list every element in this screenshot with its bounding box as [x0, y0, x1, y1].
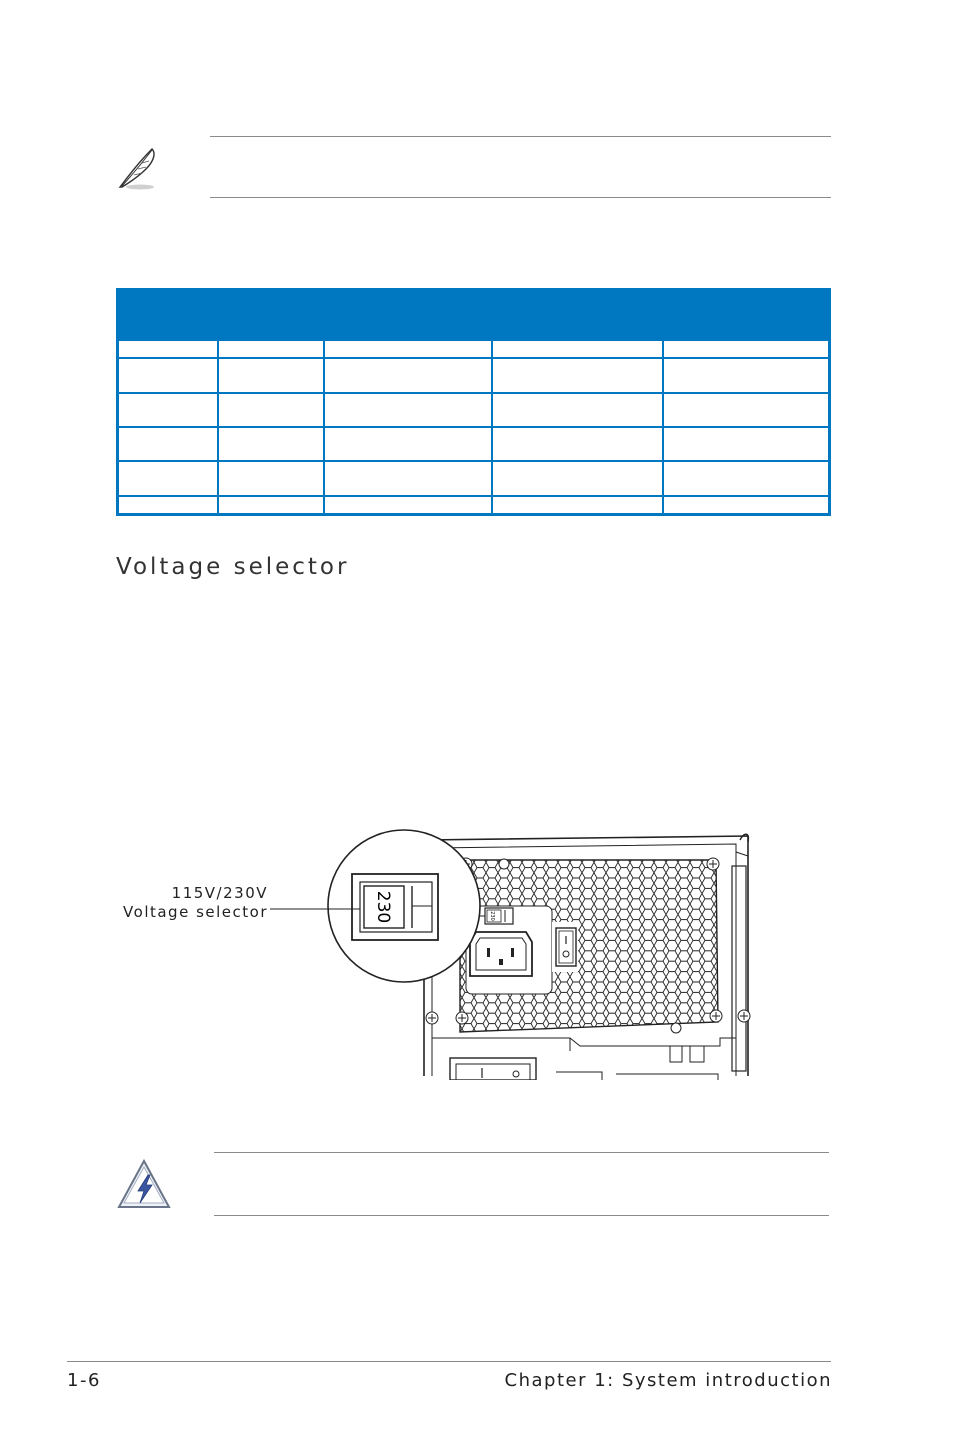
psu-rear-illustration: [270, 826, 756, 1080]
table-cell: [119, 461, 218, 495]
table-cell: [663, 358, 828, 392]
small-switch-label: 230: [489, 911, 495, 921]
note-bottom-rule: [210, 197, 831, 198]
feather-pen-icon: [112, 143, 162, 193]
table-cell: [324, 496, 492, 513]
table-cell: [324, 461, 492, 495]
table-cell: [492, 341, 663, 358]
table-row: [119, 358, 828, 392]
table-cell: [218, 496, 324, 513]
table-row: [119, 496, 828, 513]
table-cell: [492, 461, 663, 495]
table-cell: [663, 461, 828, 495]
callout-line-2: Voltage selector: [123, 903, 268, 921]
note-top-rule: [210, 136, 831, 137]
table-cell: [492, 496, 663, 513]
table-cell: [324, 427, 492, 461]
table-cell: [663, 496, 828, 513]
table-cell: [218, 461, 324, 495]
table-row: [119, 461, 828, 495]
table-cell: [324, 358, 492, 392]
table-cell: [119, 496, 218, 513]
table-cell: [119, 341, 218, 358]
table-cell: [663, 341, 828, 358]
table-cell: [218, 427, 324, 461]
voltage-selector-callout: [123, 884, 268, 922]
table-cell: [663, 427, 828, 461]
table-row: [119, 393, 828, 427]
magnified-switch-label: 230: [373, 890, 393, 924]
warning-bottom-rule: [214, 1215, 829, 1216]
table-cell: [119, 393, 218, 427]
section-heading: Voltage selector: [116, 554, 350, 580]
table-row: [119, 341, 828, 358]
warning-top-rule: [214, 1152, 829, 1153]
spec-table: [116, 288, 831, 516]
callout-line-1: 115V/230V: [171, 884, 268, 902]
table-cell: [492, 427, 663, 461]
table-row: [119, 427, 828, 461]
warning-icon: [115, 1157, 173, 1211]
table-cell: [324, 341, 492, 358]
table-cell: [492, 358, 663, 392]
table-cell: [119, 427, 218, 461]
table-cell: [218, 358, 324, 392]
chapter-title: Chapter 1: System introduction: [504, 1370, 832, 1391]
table-cell: [324, 393, 492, 427]
table-cell: [492, 393, 663, 427]
table-cell: [218, 341, 324, 358]
table-cell: [119, 358, 218, 392]
table-cell: [663, 393, 828, 427]
footer-rule: [67, 1361, 831, 1362]
spec-table-body: [119, 341, 828, 513]
page-number: 1-6: [67, 1370, 101, 1391]
table-cell: [218, 393, 324, 427]
